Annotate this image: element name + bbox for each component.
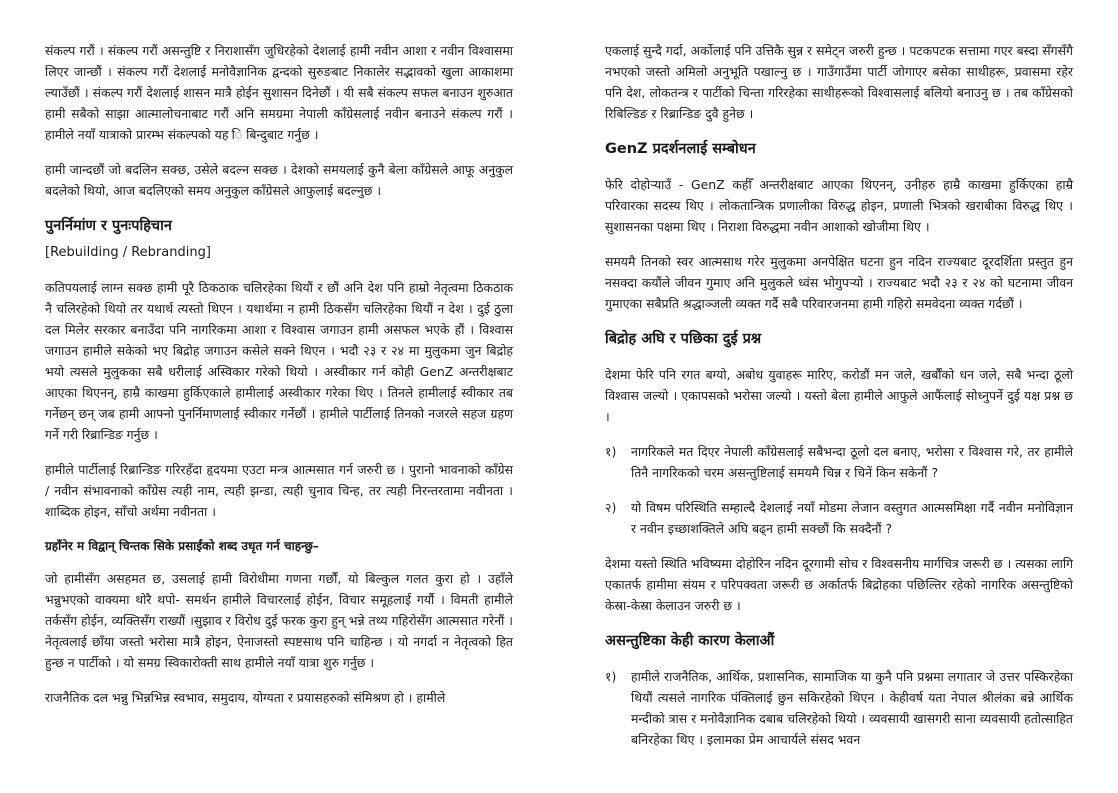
list-number: १) xyxy=(605,444,617,459)
list-item xyxy=(605,666,1073,750)
list-text: यो विषम परिस्थिति सम्हाल्दै देशलाई नयाँ मोडमा लेजान वस्तुगत आत्मसमिक्षा गर्दै नवीन मनोविज्ञान र नवीन इच्छाशक्तिले अघि बढ्न हामी सक्छौं कि सक्दैनौं ? xyxy=(631,500,1073,536)
section-heading-causes: असन्तुष्टिका केही कारण केलाऔं xyxy=(605,633,775,649)
list-item xyxy=(605,441,1073,483)
list-number: १) xyxy=(605,669,617,684)
paragraph: हामी जान्दछौं जो बदलिन सक्छ, उसेले बदल्न सक्छ । देशको समयलाई कुनै बेला काँग्रेसले आफू अनुकुल बदलेको थियो, आज बदलिएको समय अनुकुल काँग्रेसले आफुलाई बदल्नुछ । xyxy=(45,162,513,198)
paragraph: कतिपयलाई लाग्न सक्छ हामी पूरै ठिकठाक चलिरहेका थियौं र छौं अनि देश पनि हाम्रो नेतृत्वमा ठिकठाक नै चलिरहेको थियो तर यथार्थ त्यस्तो थिएन । यथार्थमा न हामी ठिकसँग चलिरहेका थियौं न देश । दुई ठुला दल मिलेर सरकार बनाउँदा पनि नागरिकमा आशा र विश्वास जगाउन हामी असफल भएके हौं । विश्वास जगाउन हामीले सकेको भए बिद्रोह जगाउन कसेले सक्ने थिएन । भदौ २३ र २४ मा मुलुकमा जुन बिद्रोह भयो त्यसले मुलुकका सबै धरीलाई अस्विकार गरेको थियो । अस्वीकार गर्न कोही GenZ अन्तरीक्षबाट आएका थिएनन्, हाम्रै काखमा हुर्किएकाले हामीलाई अस्वीकार गरेका थिए । तिनले हामीलाई स्वीकार तब गर्नेछन् छन् जब हामी आफ्नो पुनर्निमाणलाई स्वीकार गर्नेछौं । हामीले पार्टीलाई तिनको नजरले सहज ग्रहण गर्ने गरी रिब्रान्डिङ गर्नुछ । xyxy=(45,280,513,442)
paragraph: जो हामीसँग असहमत छ, उसलाई हामी विरोधीमा गणना गर्छौं, यो बिल्कुल गलत कुरा हो । उहाँले भन्नुभएको वाक्यमा थोरै थपो- समर्थन हामीले विचारलाई होईन, विचार समूहलाई गर्यौ । विमती हामीले तर्कसँग होईन, व्यक्तिसँग राख्यौं ।सुझाव र विरोध दुई फरक कुरा हुन् भन्ने तथ्य गहिरोसँग आत्मसात गरेनौं । नेतृत्वलाई छाँया जस्तो भरोसा मात्रै होइन, ऐनाजस्तो स्पष्टसाथ पनि चाहिन्छ । यो नगर्दा न नेतृत्वको हित हुन्छ न पार्टीको । यो समग्र स्विकारोक्ती साथ हामीले नयाँ यात्रा शुरु गर्नुछ । xyxy=(45,571,513,670)
paragraph: हामीले पार्टीलाई रिब्रान्डिङ गरिरहँदा हृदयमा एउटा मन्त्र आत्मसात गर्न जरुरी छ । पुरानो भावनाको काँग्रेस / नवीन संभावनाको काँग्रेस त्यही नाम, त्यही झन्डा, त्यही चुनाव चिन्ह, तर त्यही निरन्तरतामा नवीनता । शाब्दिक होइन, साँचो अर्थमा नवीनता । xyxy=(45,462,513,519)
paragraph: एकलाई सुन्दै गर्दा, अर्कोलाई पनि उत्तिकै सुन्न र समेट्न जरुरी हुन्छ । पटकपटक सत्तामा गएर बस्दा सँगसँगै नभएको जस्तो अमिलो अनुभूति पखाल्नु छ । गाउँगाउँमा पार्टी जोगाएर बसेका साथीहरू, प्रवासमा रहेर पनि देश, लोकतन्त्र र पार्टीको चिन्ता गरिरहेका साथीहरूको विश्वासलाई बलियो बनाउनु छ । तब काँग्रेसको रिबिल्डिङ र रिब्रान्डिङ दुवै हुनेछ । xyxy=(605,43,1073,121)
left-column xyxy=(45,40,513,722)
list-text: हामीले राजनैतिक, आर्थिक, प्रशासनिक, सामाजिक या कुनै पनि प्रश्नमा लगातार जे उत्तर पस्किरहेका थियौं त्यसले नागरिक पंक्तिलाई छुन सकिरहेको थिएन । केहीवर्ष यता नेपाल श्रीलंका बन्ने आर्थिक मन्दीको त्रास र मनोवैज्ञानिक दबाब चलिरहेको थियो । व्यवसायी खासगरी साना व्यवसायी हतोत्साहित बनिरहेका थिए । इलामका प्रेम आचार्यले संसद भवन xyxy=(631,669,1073,747)
right-column xyxy=(605,40,1073,764)
section-subheading-rebuilding: [Rebuilding / Rebranding] xyxy=(45,245,211,260)
section-heading-genz: GenZ प्रदर्शनलाई सम्बोधन xyxy=(605,141,756,157)
causes-list xyxy=(605,666,1073,750)
paragraph: देशमा फेरि पनि रगत बग्यो, अबोध युवाहरू मारिए, करोडौं मन जले, खर्बौंको धन जले, सबै भन्दा ठूलो विश्वास जल्यो । एकापसको भरोसा जल्यो । यस्तो बेला हामीले आफुले आफैंलाई सोध्नुपर्ने दुई यक्ष प्रश्न छ । xyxy=(605,367,1073,424)
question-list xyxy=(605,441,1073,539)
paragraph: देशमा यस्तो स्थिति भविष्यमा दोहोरिन नदिन दूरगामी सोच र विश्वसनीय मार्गचित्र जरूरी छ । त्यसका लागि एकातर्फ हामीमा संयम र परिपक्वता जरूरी छ अर्कातर्फ बिद्रोहका पछिल्तिर रहेको नागरिक असन्तुष्टिको केस्रा-केस्रा केलाउन जरुरी छ । xyxy=(605,556,1073,613)
paragraph: फेरि दोहोऱ्याउँ - GenZ कहीँ अन्तरीक्षबाट आएका थिएनन्, उनीहरु हाम्रै काखमा हुर्किएका हाम्रै परिवारका सदस्य थिए । लोकतान्त्रिक प्रणालीका विरुद्ध होइन, प्रणाली भित्रको खराबीका विरुद्ध थिए । सुशासनका पक्षमा थिए । निराशा विरुद्धमा नवीन आशाको खोजीमा थिए । xyxy=(605,177,1073,234)
quote-heading: ग्रहाँनेर म विद्वान् चिन्तक सिके प्रसाईंको शब्द उधृत गर्न चाहन्छु– xyxy=(45,539,319,553)
section-heading-two-questions: बिद्रोह अघि र पछिका दुई प्रश्न xyxy=(605,331,762,347)
list-number: २) xyxy=(605,500,617,515)
section-heading-rebuilding: पुनर्निमांण र पुनःपहिचान xyxy=(45,218,172,234)
paragraph: समयमै तिनको स्वर आत्मसाथ गरेर मुलुकमा अनपेक्षित घटना हुन नदिन राज्यबाट दूरदर्शिता प्रस्तुत हुन नसक्दा कयौंले जीवन गुमाए अनि मुलुकले ध्वंस भोगुपऱ्यो । राज्यबाट भदौ २३ र २४ को घटनामा जीवन गुमाएका सबैप्रति श्रद्धाञ्जली व्यक्त गर्दै सबै परिवारजनमा हामी गहिरो समवेदना व्यक्त गर्दछौं । xyxy=(605,254,1073,311)
list-text: नागरिकले मत दिएर नेपाली काँग्रेसलाई सबैभन्दा ठूलो दल बनाए, भरोसा र विश्वास गरे, तर हामीले तिनै नागरिकको चरम असन्तुष्टिलाई समयमै चिन्न र चिनें किन सकेनौं ? xyxy=(631,444,1073,480)
list-item xyxy=(605,497,1073,539)
paragraph: संकल्प गरौं । संकल्प गरौं असन्तुष्टि र निराशासँग जुधिरहेको देशलाई हामी नवीन आशा र नवीन विश्वासमा लिएर जान्छौं । संकल्प गरौं देशलाई मनोवैज्ञानिक द्वन्दको सुरुङबाट निकालेर सद्भावको खुला आकाशमा ल्याउँछौं । संकल्प गरौं देशलाई शासन मात्रै होईन सुशासन दिनेछौं । यी सबै संकल्प सफल बनाउन शुरुआत हामी सबैको साझा आत्मालोचनाबाट गरौं अनि समग्रमा नेपाली काँग्रेसलाई नवीन बनाउने संकल्प गरौं । हामीले नयाँ यात्राको प्रारम्भ संकल्पको यह ि बिन्दुबाट गर्नुछ । xyxy=(45,43,513,142)
paragraph: राजनैतिक दल भन्नु भिन्नभिन्न स्वभाव, समुदाय, योग्यता र प्रयासहरुको संमिश्रण हो । हामीले xyxy=(45,690,446,705)
